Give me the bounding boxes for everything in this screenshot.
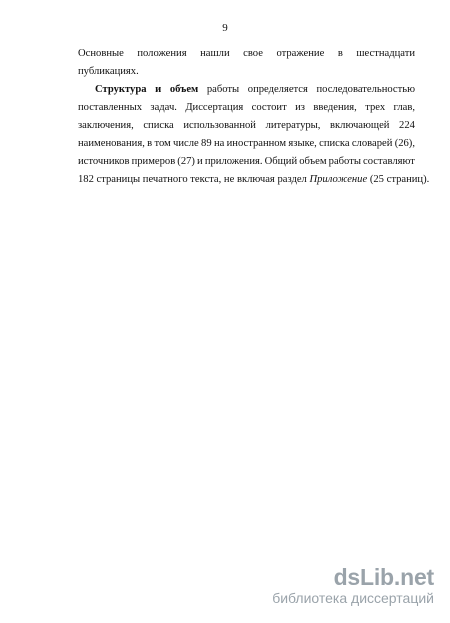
word: работы: [206, 84, 240, 95]
paragraph-line: [78, 101, 415, 114]
word: поставленных: [78, 102, 142, 113]
word: задач.: [150, 102, 177, 113]
bold-word: Структура: [95, 84, 147, 95]
paragraph-line: [78, 173, 429, 186]
word: использованной: [183, 120, 256, 131]
word: нашли: [200, 48, 230, 59]
word: словарей: [351, 138, 393, 149]
word: источников: [78, 156, 130, 167]
word: заключения,: [78, 120, 134, 131]
word: составляют: [363, 156, 415, 167]
word: и: [197, 156, 203, 167]
paragraph-line: [78, 47, 415, 60]
paragraph-line: [78, 137, 415, 150]
word: в: [337, 48, 343, 59]
word: Общий: [264, 156, 298, 167]
word: литературы,: [265, 120, 321, 131]
word: Диссертация: [185, 102, 244, 113]
word: положения: [137, 48, 187, 59]
watermark-logo: dsLib.net: [333, 564, 434, 590]
word: числе: [173, 138, 199, 149]
word: включающей: [330, 120, 390, 131]
word: приложения.: [204, 156, 263, 167]
line-text: (25 страниц).: [369, 174, 430, 185]
word: объем: [299, 156, 327, 167]
word: в: [147, 138, 153, 149]
word: шестнадцати: [356, 48, 415, 59]
paragraph-line: [78, 119, 415, 132]
bold-word: и: [155, 84, 162, 95]
watermark-subtitle: библиотека диссертаций: [272, 590, 434, 606]
word: (26),: [394, 138, 415, 149]
word: наименования,: [78, 138, 145, 149]
bold-word: объем: [169, 84, 199, 95]
page-number: 9: [222, 22, 228, 34]
line-text: 182 страницы печатного текста, не включая раздел: [78, 174, 307, 185]
word: Основные: [78, 48, 124, 59]
word: определяется: [247, 84, 308, 95]
word: глав,: [393, 102, 415, 113]
word: работы: [328, 156, 361, 167]
italic-word: Приложение: [309, 174, 368, 185]
paragraph-line: [78, 65, 139, 78]
word: иностранном: [226, 138, 287, 149]
word: свое: [243, 48, 263, 59]
word: 89: [201, 138, 212, 149]
word: трех: [365, 102, 386, 113]
word: примеров: [131, 156, 176, 167]
word: списка: [143, 120, 174, 131]
word: 224: [399, 120, 415, 131]
word: на: [213, 138, 225, 149]
word: (27): [177, 156, 195, 167]
paragraph-line: [78, 155, 415, 168]
word: языке,: [288, 138, 317, 149]
paragraph-line: [95, 83, 415, 96]
word: публикациях.: [78, 66, 139, 77]
site-watermark: [244, 565, 434, 606]
word: последовательностью: [316, 84, 415, 95]
word: списка: [319, 138, 350, 149]
word: том: [154, 138, 171, 149]
word: из: [295, 102, 305, 113]
word: состоит: [251, 102, 287, 113]
word: введения,: [313, 102, 357, 113]
word: отражение: [276, 48, 325, 59]
